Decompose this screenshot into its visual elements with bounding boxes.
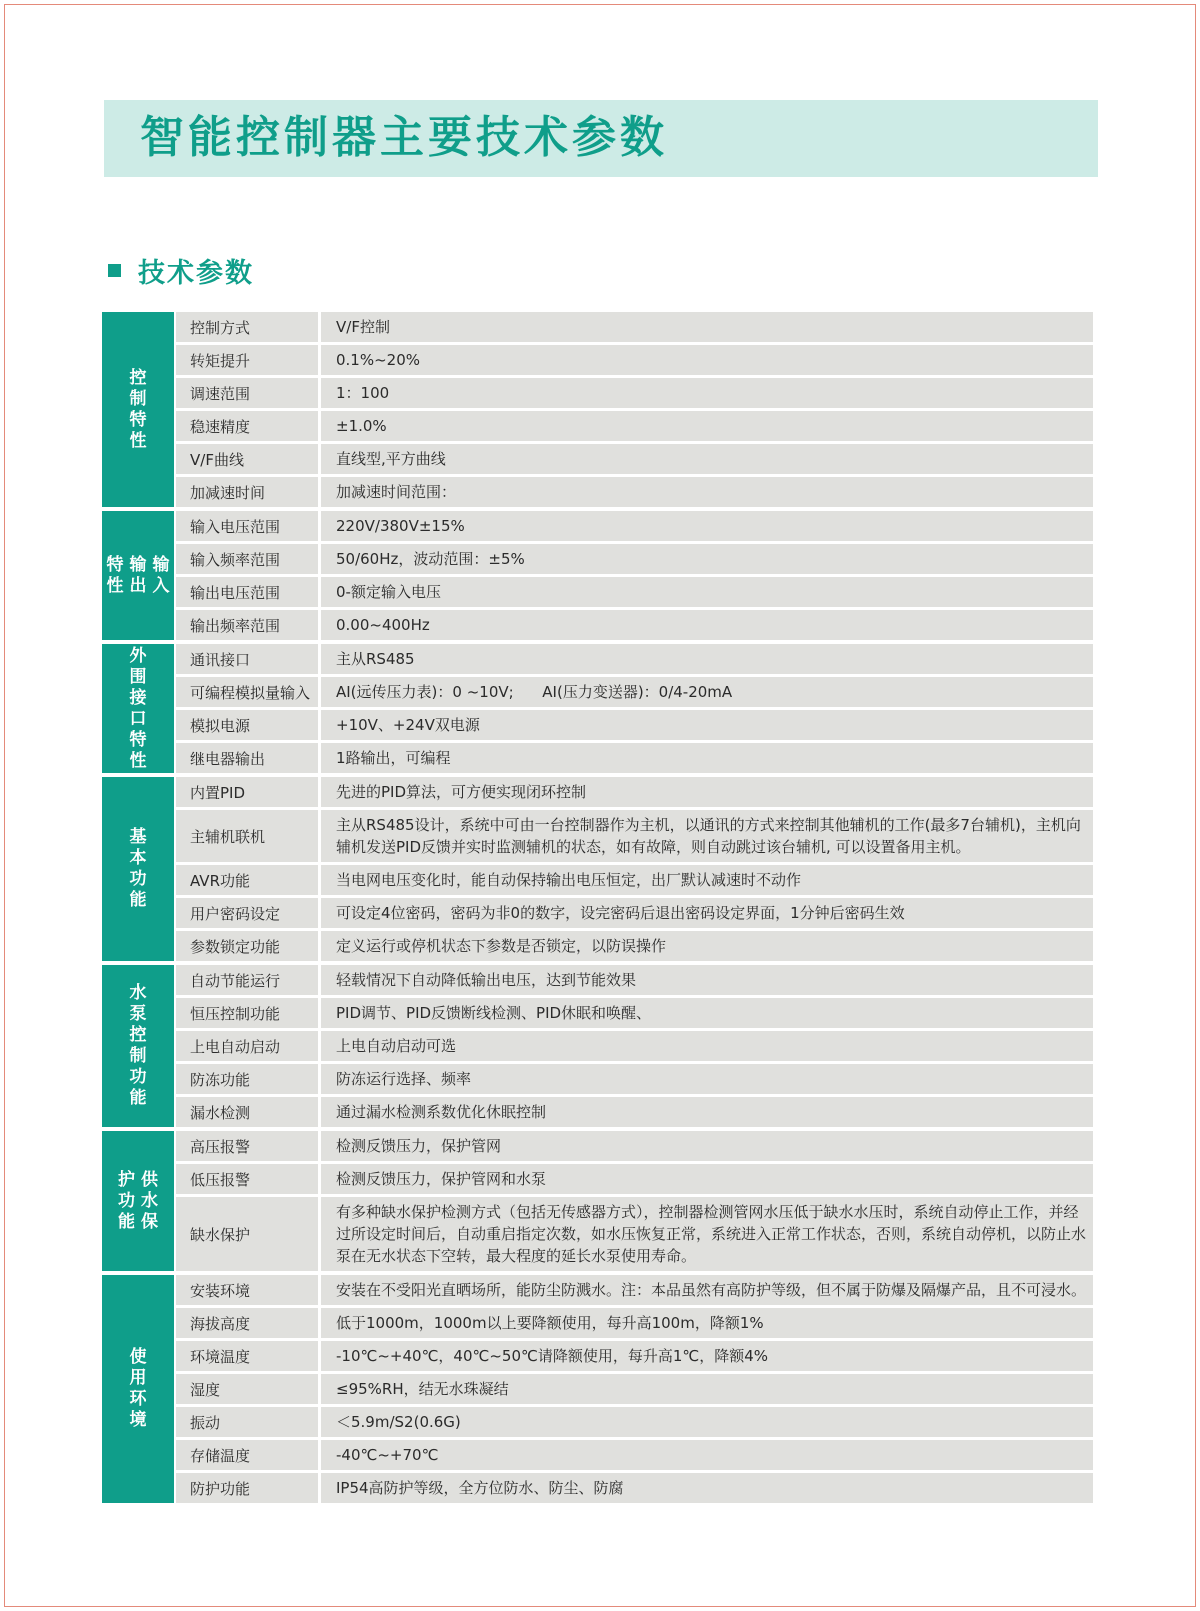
table-row [176,544,1093,574]
param-name: 输出电压范围 [176,577,318,607]
category-label: 控 制 特 性 [102,312,174,507]
param-value: +10V、+24V双电源 [321,710,1093,740]
param-value: ＜5.9m/S2(0.6G) [321,1407,1093,1437]
table-row [176,1197,1093,1271]
table-row [176,610,1093,640]
table-row [176,677,1093,707]
spec-group [102,777,1093,961]
table-row [176,444,1093,474]
table-row [176,577,1093,607]
table-row [176,1308,1093,1338]
param-name: 稳速精度 [176,411,318,441]
param-value: 主从RS485 [321,644,1093,674]
spec-group [102,312,1093,507]
table-row [176,1440,1093,1470]
table-row [176,1473,1093,1503]
param-name: 低压报警 [176,1164,318,1194]
param-name: 上电自动启动 [176,1031,318,1061]
param-value: V/F控制 [321,312,1093,342]
table-row [176,1031,1093,1061]
param-name: 参数锁定功能 [176,931,318,961]
table-row [176,1341,1093,1371]
param-value: 当电网电压变化时，能自动保持输出电压恒定，出厂默认减速时不动作 [321,865,1093,895]
param-name: 振动 [176,1407,318,1437]
param-value: 直线型,平方曲线 [321,444,1093,474]
param-name: 转矩提升 [176,345,318,375]
section-heading-text: 技术参数 [138,257,254,289]
param-value: 0-额定输入电压 [321,577,1093,607]
param-name: 自动节能运行 [176,965,318,995]
param-name: 输入电压范围 [176,511,318,541]
table-row [176,898,1093,928]
param-name: 加减速时间 [176,477,318,507]
param-name: AVR功能 [176,865,318,895]
table-row [176,998,1093,1028]
category-label: 供 水 保 护 功 能 [102,1131,174,1271]
param-value: 定义运行或停机状态下参数是否锁定，以防误操作 [321,931,1093,961]
param-name: 环境温度 [176,1341,318,1371]
param-name: 湿度 [176,1374,318,1404]
param-value: -40℃~+70℃ [321,1440,1093,1470]
param-name: 通讯接口 [176,644,318,674]
param-name: 继电器输出 [176,743,318,773]
param-value: 检测反馈压力，保护管网 [321,1131,1093,1161]
param-value: PID调节、PID反馈断线检测、PID休眠和唤醒、 [321,998,1093,1028]
param-value: 轻载情况下自动降低输出电压，达到节能效果 [321,965,1093,995]
param-value: 0.1%~20% [321,345,1093,375]
table-row [176,710,1093,740]
param-value: -10℃~+40℃，40℃~50℃请降额使用，每升高1℃，降额4% [321,1341,1093,1371]
square-bullet-icon [108,264,121,277]
table-row [176,810,1093,862]
table-row [176,1164,1093,1194]
category-label: 使 用 环 境 [102,1275,174,1503]
category-label: 基 本 功 能 [102,777,174,961]
section-heading [108,252,254,288]
spec-group [102,511,1093,640]
param-name: 主辅机联机 [176,810,318,862]
table-row [176,345,1093,375]
spec-group [102,965,1093,1127]
table-row [176,931,1093,961]
param-value: IP54高防护等级，全方位防水、防尘、防腐 [321,1473,1093,1503]
table-row [176,865,1093,895]
param-value: 1：100 [321,378,1093,408]
param-name: 缺水保护 [176,1197,318,1271]
param-value: 通过漏水检测系数优化休眠控制 [321,1097,1093,1127]
table-row [176,1064,1093,1094]
param-value: 低于1000m，1000m以上要降额使用，每升高100m，降额1% [321,1308,1093,1338]
table-row [176,511,1093,541]
param-name: V/F曲线 [176,444,318,474]
title-banner [104,100,1098,177]
param-name: 内置PID [176,777,318,807]
param-name: 调速范围 [176,378,318,408]
table-row [176,477,1093,507]
spec-group [102,1275,1093,1503]
category-label: 输 入 输 出 特 性 [102,511,174,640]
param-name: 模拟电源 [176,710,318,740]
table-row [176,1407,1093,1437]
param-value: 有多种缺水保护检测方式（包括无传感器方式），控制器检测管网水压低于缺水水压时，系统自动停止工作，并经过所设定时间后，自动重启指定次数，如水压恢复正常，系统进入正常工作状态，否则，系统自动停机，以防止水泵在无水状态下空转，最大程度的延长水泵使用寿命。 [321,1197,1093,1271]
param-value: 防冻运行选择、频率 [321,1064,1093,1094]
param-value: 主从RS485设计，系统中可由一台控制器作为主机，以通讯的方式来控制其他辅机的工作(最多7台辅机)，主机向辅机发送PID反馈并实时监测辅机的状态，如有故障，则自动跳过该台辅机, 可以设置备用主机。 [321,810,1093,862]
table-row [176,378,1093,408]
param-name: 可编程模拟量输入 [176,677,318,707]
table-row [176,1275,1093,1305]
param-value: 加减速时间范围： [321,477,1093,507]
param-value: ≤95%RH，结无水珠凝结 [321,1374,1093,1404]
param-value: 1路输出，可编程 [321,743,1093,773]
table-row [176,777,1093,807]
spec-group [102,1131,1093,1271]
param-value: 上电自动启动可选 [321,1031,1093,1061]
param-name: 海拔高度 [176,1308,318,1338]
spec-group [102,644,1093,773]
spec-table [102,312,1093,1507]
param-name: 防冻功能 [176,1064,318,1094]
param-name: 防护功能 [176,1473,318,1503]
page-title: 智能控制器主要技术参数 [140,112,668,163]
param-value: 可设定4位密码，密码为非0的数字，设完密码后退出密码设定界面，1分钟后密码生效 [321,898,1093,928]
param-value: 0.00~400Hz [321,610,1093,640]
table-row [176,411,1093,441]
param-name: 存储温度 [176,1440,318,1470]
param-value: AI(远传压力表)：0 ~10V; AI(压力变送器)：0/4-20mA [321,677,1093,707]
param-name: 控制方式 [176,312,318,342]
table-row [176,644,1093,674]
category-label: 水 泵 控 制 功 能 [102,965,174,1127]
param-name: 安装环境 [176,1275,318,1305]
param-value: 检测反馈压力，保护管网和水泵 [321,1164,1093,1194]
param-value: 220V/380V±15% [321,511,1093,541]
param-name: 高压报警 [176,1131,318,1161]
param-name: 恒压控制功能 [176,998,318,1028]
param-name: 输出频率范围 [176,610,318,640]
table-row [176,743,1093,773]
table-row [176,1097,1093,1127]
param-value: 50/60Hz，波动范围：±5% [321,544,1093,574]
table-row [176,1374,1093,1404]
table-row [176,1131,1093,1161]
param-name: 输入频率范围 [176,544,318,574]
param-value: ±1.0% [321,411,1093,441]
param-value: 先进的PID算法，可方便实现闭环控制 [321,777,1093,807]
table-row [176,312,1093,342]
param-value: 安装在不受阳光直晒场所，能防尘防溅水。注：本品虽然有高防护等级，但不属于防爆及隔爆产品，且不可浸水。 [321,1275,1093,1305]
param-name: 用户密码设定 [176,898,318,928]
param-name: 漏水检测 [176,1097,318,1127]
category-label: 外 围 接 口 特 性 [102,644,174,773]
table-row [176,965,1093,995]
